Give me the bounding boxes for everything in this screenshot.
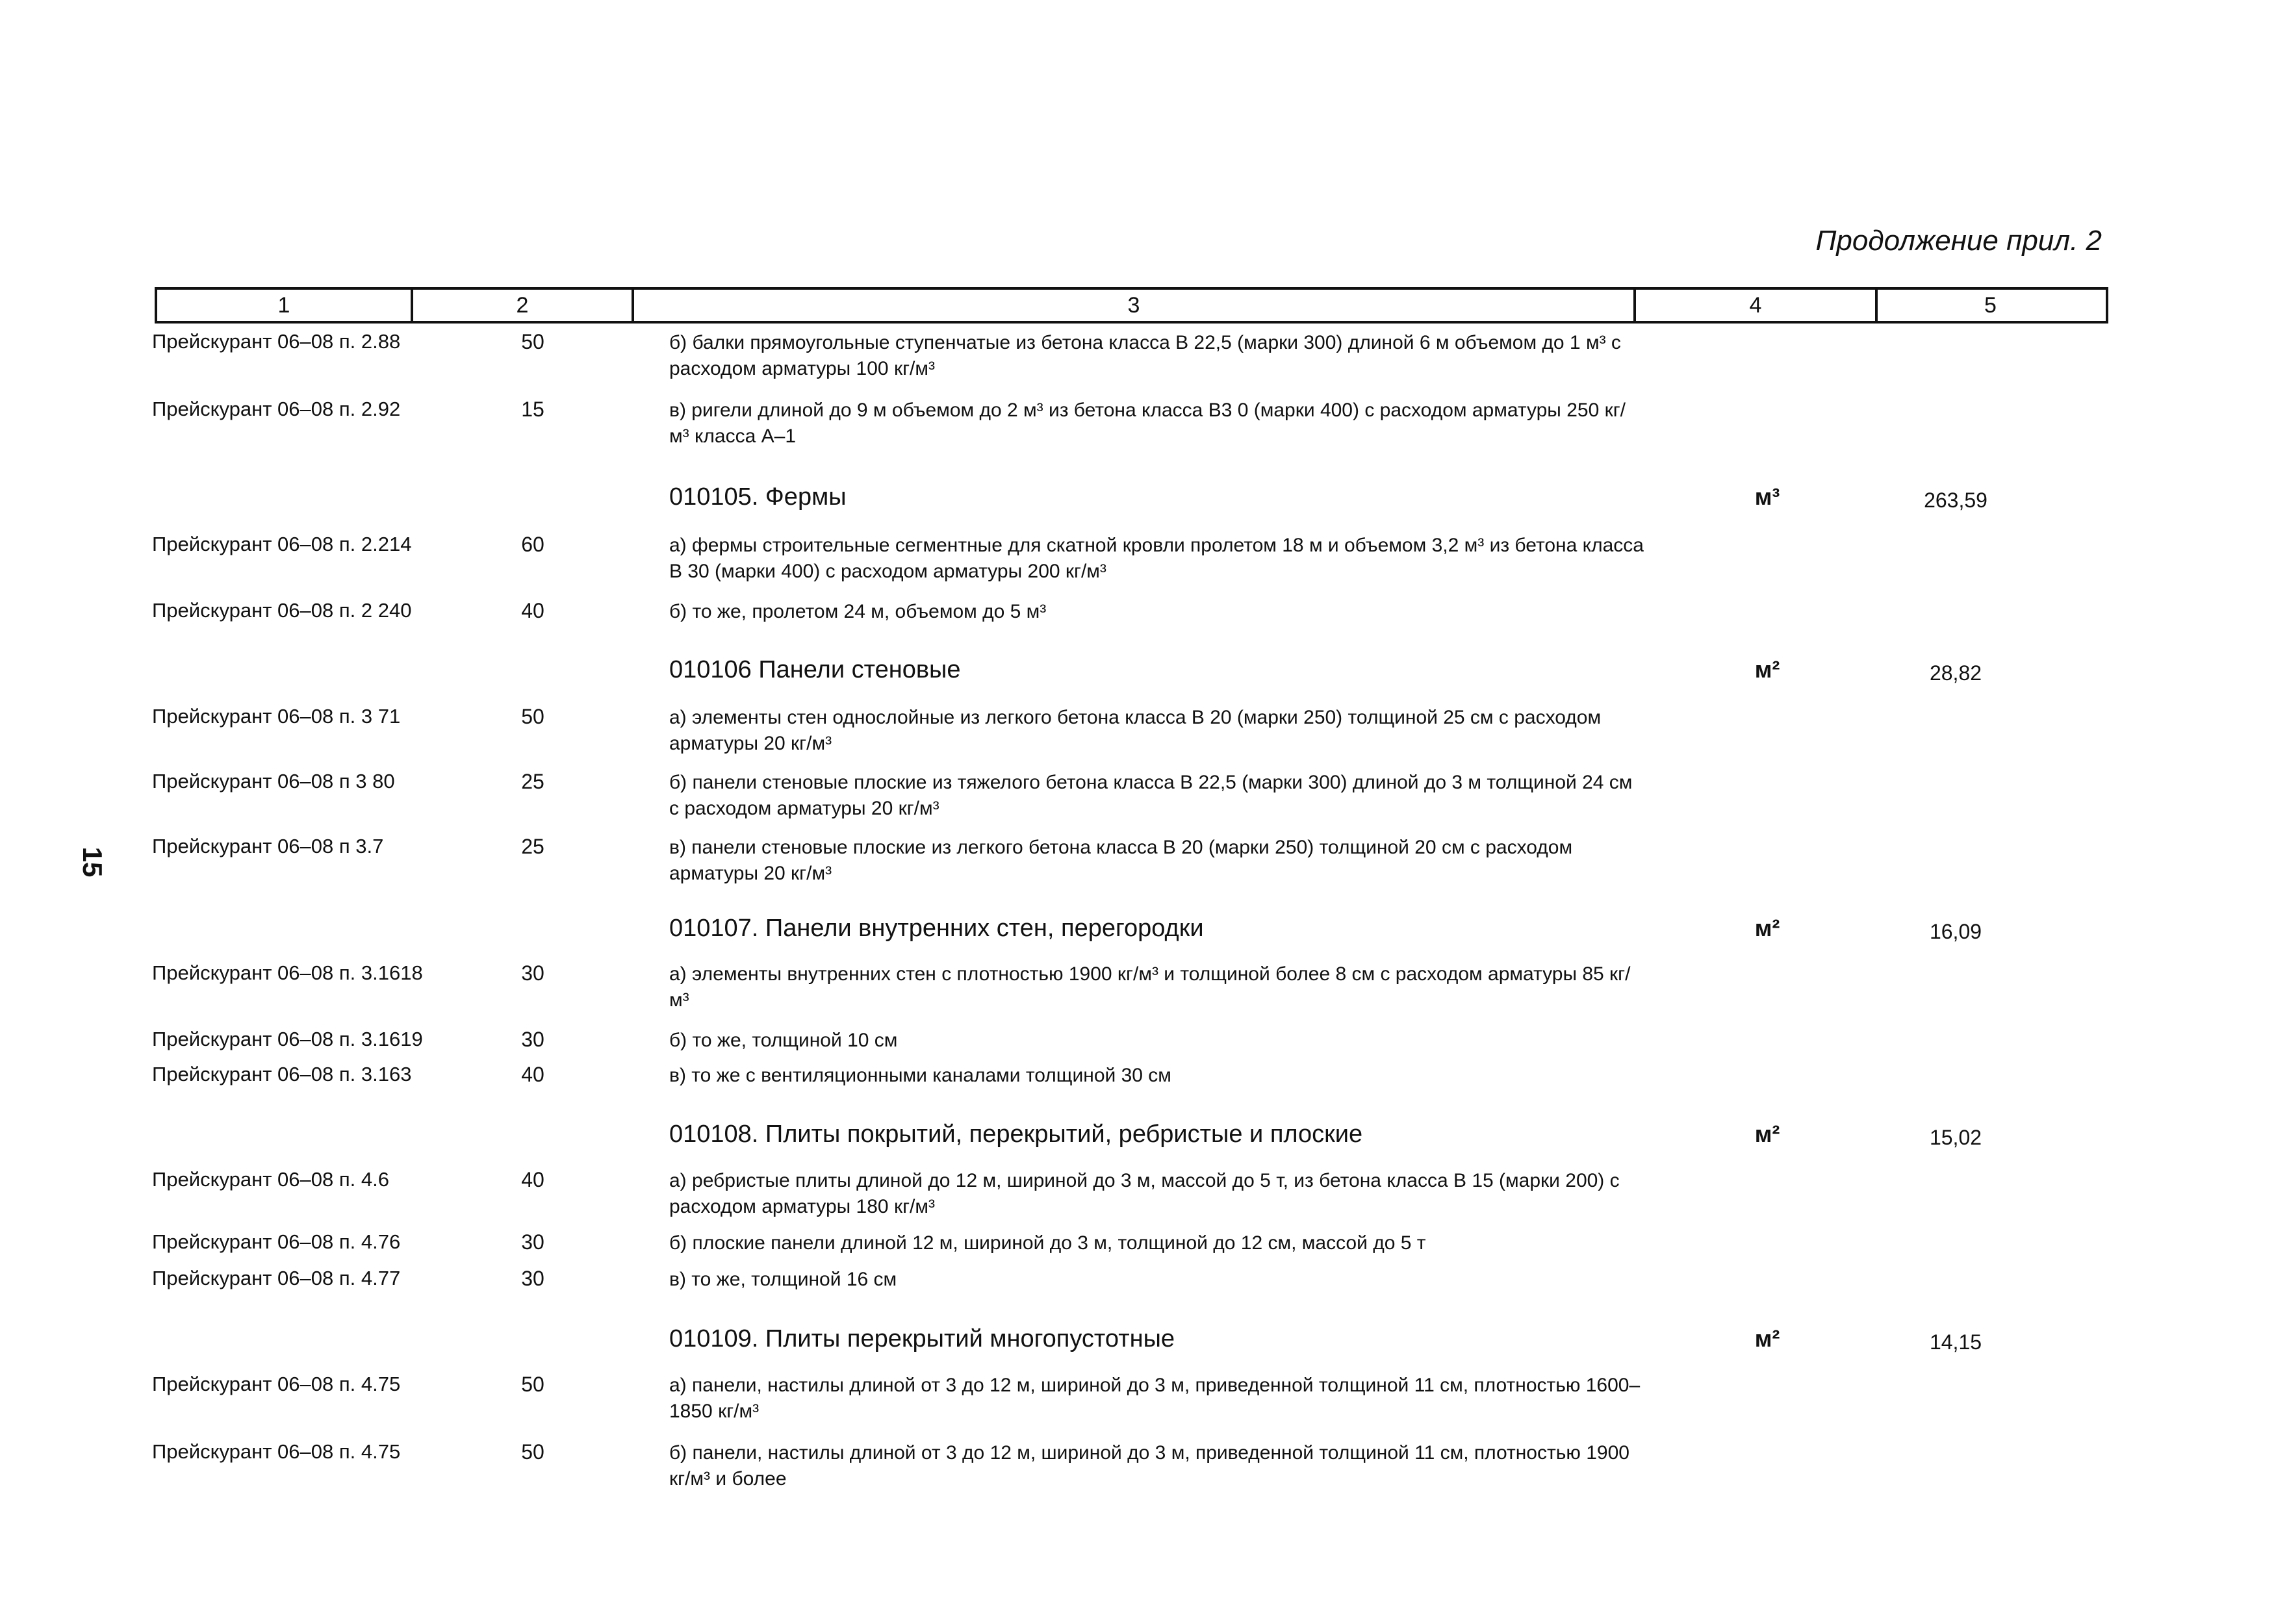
percent-cell: 40	[521, 599, 544, 622]
source-cell: Прейскурант 06–08 п. 2.92	[152, 398, 401, 420]
column-header-5: 5	[1984, 292, 1997, 318]
section-unit: м²	[1754, 656, 1780, 683]
source-cell: Прейскурант 06–08 п. 3.1619	[152, 1028, 423, 1050]
description-cell: б) плоские панели длиной 12 м, шириной до 3 м, толщиной до 12 см, массой до 5 т	[669, 1232, 1426, 1254]
source-cell: Прейскурант 06–08 п. 4.6	[152, 1168, 389, 1191]
source-cell: Прейскурант 06–08 п. 4.75	[152, 1440, 401, 1463]
continuation-caption: Продолжение прил. 2	[1815, 225, 2102, 257]
section-price: 263,59	[1924, 488, 1987, 512]
description-cell: а) ребристые плиты длиной до 12 м, шириной до 3 м, массой до 5 т, из бетона класса В 15 (марки 200) с расходом арматуры 180 кг/м³	[669, 1170, 1620, 1217]
description-cell: б) панели, настилы длиной от 3 до 12 м, шириной до 3 м, приведенной толщиной 11 см, плотностью 1900 кг/м³ и более	[669, 1442, 1629, 1490]
section-title: 010106 Панели стеновые	[669, 656, 961, 683]
section-unit: м²	[1754, 1325, 1780, 1352]
source-cell: Прейскурант 06–08 п 3 80	[152, 770, 395, 793]
description-cell: в) то же, толщиной 16 см	[669, 1269, 897, 1290]
percent-cell: 25	[521, 770, 544, 793]
column-header-2: 2	[413, 290, 634, 321]
section-title: 010108. Плиты покрытий, перекрытий, ребристые и плоские	[669, 1121, 1363, 1148]
source-cell: Прейскурант 06–08 п. 2 240	[152, 599, 412, 622]
percent-cell: 50	[521, 705, 544, 728]
percent-cell: 30	[521, 1267, 544, 1290]
source-cell: Прейскурант 06–08 п 3.7	[152, 835, 384, 857]
description-cell: б) балки прямоугольные ступенчатые из бетона класса В 22,5 (марки 300) длиной 6 м объемом до 1 м³ с расходом арматуры 100 кг/м³	[669, 332, 1621, 379]
description-cell: а) панели, настилы длиной от 3 до 12 м, шириной до 3 м, приведенной толщиной 11 см, плотностью 1600–1850 кг/м³	[669, 1375, 1641, 1422]
description-cell: а) фермы строительные сегментные для скатной кровли пролетом 18 м и объемом 3,2 м³ из бетона класса В 30 (марки 400) с расходом арматуры 200 кг/м³	[669, 535, 1644, 582]
section-price: 14,15	[1929, 1330, 1982, 1354]
percent-cell: 40	[521, 1063, 544, 1086]
description-cell: б) то же, пролетом 24 м, объемом до 5 м³	[669, 601, 1047, 622]
description-cell: а) элементы стен однослойные из легкого бетона класса В 20 (марки 250) толщиной 25 см с расходом арматуры 20 кг/м³	[669, 707, 1602, 754]
description-cell: в) то же с вентиляционными каналами толщиной 30 см	[669, 1065, 1171, 1086]
section-unit: м²	[1754, 915, 1780, 941]
column-header-4: 4	[1636, 290, 1878, 321]
percent-cell: 50	[521, 1373, 544, 1396]
description-cell: в) панели стеновые плоские из легкого бетона класса В 20 (марки 250) толщиной 20 см с расходом арматуры 20 кг/м³	[669, 837, 1573, 884]
source-cell: Прейскурант 06–08 п. 3.1618	[152, 961, 423, 984]
source-cell: Прейскурант 06–08 п. 2.88	[152, 330, 401, 353]
percent-cell: 30	[521, 961, 544, 985]
section-unit: м²	[1754, 1121, 1780, 1147]
column-header-3: 3	[634, 290, 1636, 321]
percent-cell: 40	[521, 1168, 544, 1191]
section-unit: м³	[1754, 483, 1780, 510]
percent-cell: 30	[521, 1230, 544, 1254]
source-cell: Прейскурант 06–08 п. 3 71	[152, 705, 401, 728]
source-cell: Прейскурант 06–08 п. 4.76	[152, 1230, 401, 1253]
percent-cell: 25	[521, 835, 544, 858]
description-cell: б) панели стеновые плоские из тяжелого бетона класса В 22,5 (марки 300) длиной до 3 м толщиной 24 см с расходом арматуры 20 кг/м³	[669, 772, 1633, 819]
description-cell: в) ригели длиной до 9 м объемом до 2 м³ из бетона класса В3 0 (марки 400) с расходом арматуры 250 кг/м³ класса А–1	[669, 400, 1626, 447]
source-cell: Прейскурант 06–08 п. 3.163	[152, 1063, 412, 1085]
percent-cell: 60	[521, 533, 544, 556]
section-title: 010107. Панели внутренних стен, перегородки	[669, 915, 1204, 942]
percent-cell: 15	[521, 398, 544, 421]
section-price: 28,82	[1929, 661, 1982, 685]
table-header	[155, 287, 2108, 324]
page-number: 15	[77, 846, 108, 878]
section-title: 010109. Плиты перекрытий многопустотные	[669, 1325, 1175, 1352]
percent-cell: 30	[521, 1028, 544, 1051]
description-cell: а) элементы внутренних стен с плотностью 1900 кг/м³ и толщиной более 8 см с расходом арматуры 85 кг/м³	[669, 963, 1631, 1011]
section-price: 15,02	[1929, 1126, 1982, 1149]
section-title: 010105. Фермы	[669, 483, 847, 511]
section-price: 16,09	[1929, 920, 1982, 943]
source-cell: Прейскурант 06–08 п. 4.75	[152, 1373, 401, 1395]
percent-cell: 50	[521, 330, 544, 353]
source-cell: Прейскурант 06–08 п. 2.214	[152, 533, 412, 555]
source-cell: Прейскурант 06–08 п. 4.77	[152, 1267, 401, 1289]
column-header-1: 1	[157, 290, 413, 321]
description-cell: б) то же, толщиной 10 см	[669, 1030, 898, 1051]
percent-cell: 50	[521, 1440, 544, 1464]
